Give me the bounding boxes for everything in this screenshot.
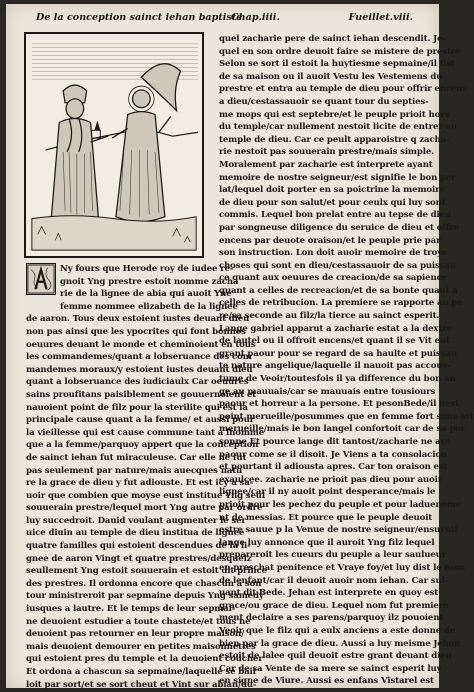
text-line: quel en son ordre deuoit faire se mistere de prestre	[219, 46, 461, 57]
text-line: tume de Veoir/toutesfois il ya difference du bon an	[219, 374, 456, 385]
book-page	[6, 4, 474, 690]
chapter-number: Chap.iiii.	[231, 12, 280, 23]
text-line: prestre et entra au temple de dieu pour offrir encens	[219, 84, 468, 95]
text-line: souuerain prestre/lequel mort Yng autre par ordre	[26, 503, 263, 514]
text-line: ment declaire a ses parens/parquoy ilz pouoient	[219, 613, 444, 624]
text-line: celles de retribucion. La premiere se rapporte au pe	[219, 298, 463, 309]
text-line: bien par la grace de dieu. Aussi a luy meisme Jehan	[219, 638, 461, 649]
text-line: re la grace de dieu y fut adiouste. Et est icy a sa-	[26, 478, 254, 489]
text-line: quatre familles qui estoient descendues de la li-	[26, 541, 251, 552]
text-line: point merueille/posummes que en femme fort sans ert	[219, 411, 474, 422]
text-line: les commandemes/quant a lobseruance des com	[26, 352, 252, 363]
text-line: sains proufitans paisiblement se gouuernoient et	[26, 389, 256, 400]
text-line: commis. Lequel bon prelat entre au tepse de dieu	[219, 210, 451, 221]
text-line: prepareroit les cueurs du peuple a leur saulueur	[219, 550, 447, 561]
annunciation-woodcut-icon	[26, 34, 202, 256]
text-line: grace/ou grace de dieu. Lequel nom fut premiere	[219, 600, 449, 611]
text-line: iusques a lautre. Et le temps de leur sepmai-	[26, 604, 236, 615]
text-line: luy succedroit. Dauid voulant augmenter le ser	[26, 515, 246, 526]
text-line: encens par deuote oraison/et le peuple prie par	[219, 235, 441, 246]
text-line: mandemes moraux/y estoient iustes deuant dieu	[26, 364, 253, 375]
text-line: nauoient point de filz pour la sterilite qui est la	[26, 402, 248, 413]
text-line: par songneuse diligence du seruice de dieu et offre	[219, 222, 460, 233]
text-line: seullement Yng estoit souuerain et estoit dit prince	[26, 566, 267, 577]
text-line: gnee de aaron Vingt et quatre prestres/desquelz	[26, 553, 252, 564]
left-text-column	[26, 263, 267, 691]
text-line: uoir que combien que moyse eust institue Yng seul	[26, 490, 265, 501]
text-line: lange luy annonce que il auroit Yng filz lequel	[219, 537, 435, 548]
text-line: en preschat penitence et Vraye foy/et luy dist le nom	[219, 562, 465, 573]
text-line: memoire de nostre seigneur/est signifie le bon per	[219, 172, 456, 183]
text-line: me mops qui est septebre/et le peuple prioit hors	[219, 109, 450, 120]
text-line: lignee/car il ny auoit point desperance/mais le	[219, 487, 436, 498]
text-line: re/sa seconde au filz/la tierce au sainct esperit.	[219, 311, 440, 322]
text-line: femme nommee elizabeth de la lignee	[60, 301, 238, 312]
text-line: Lange gabriel apparut a zacharie estat a la dextre	[219, 323, 452, 334]
text-line: grant paour pour se regard de sa haulte et puissan	[219, 348, 457, 359]
folio-number: Fueillet.viii.	[348, 12, 413, 23]
text-line: ge au mauuais/car se mauuais entre tousiours	[219, 386, 436, 397]
text-line: ne deuoient estudier a toute chastete/et tous ne	[26, 616, 251, 627]
text-line: principale cause quant a la femme/ et aussi pour	[26, 415, 255, 426]
text-line: rie de la lignee de abia qui auoit Yne	[60, 289, 232, 300]
text-line: gnoit Yng prestre estoit nomme zacha	[60, 276, 239, 287]
text-line: merueille/mais le bon langel confortoit car de sa per	[219, 424, 465, 435]
text-line: a dieu/cestassauoir se quant tour du septies-	[219, 96, 429, 107]
text-line: quant a lobseruance des iudiciaulx Car oeuures	[26, 377, 249, 388]
text-line: quant a celles de recreacion/et de sa bonte quant a	[219, 285, 458, 296]
text-line: et pourtant il adiousta apres. Car ton oraison est	[219, 462, 448, 473]
text-line: tour ministreroit par sepmaine depuis Yng samedy	[26, 591, 264, 602]
text-line: mais deuoient demourer en petites maisonnettes	[26, 641, 256, 652]
text-line: lat/lequel doit porter en sa poictrine la memoire	[219, 185, 445, 196]
text-line: de aaron. Tous deux estoient iustes deuant dieu	[26, 314, 250, 325]
text-line: Ny fours que Herode roy de iudee re-	[60, 264, 234, 274]
text-line: de lenfant/car il deuoit auoir nom iehan. Car sui-	[219, 575, 449, 586]
text-line: Car de sa Vente de sa mere se sainct esperit luy	[219, 663, 442, 674]
text-line: quel zacharie pere de sainct iehan descendit. Je-	[219, 34, 446, 44]
text-line: paour et horreur a la persone. Et pesonBede/il nest	[219, 399, 459, 410]
text-line: Selon se sort il estoit la huytiesme sepmaine/il fist	[219, 59, 455, 70]
text-line: de sainct iehan fut miraculeuse. Car elle ne fut	[26, 452, 247, 463]
text-line: oeuures deuant le monde et cheminoient en tous	[26, 339, 256, 350]
text-line: paour come se il disoit. Je Viens a ta consolacion	[219, 449, 448, 460]
text-line: temple de dieu. Car ce peult apparoistre q zacha-	[219, 134, 450, 145]
text-line: ce quant aux oeuures de creacion/de sa sapience	[219, 273, 447, 284]
text-line: deuoient pas retourner en leur propre maison/	[26, 629, 245, 640]
text-line: uice diuin au temple de dieu institua de lignee	[26, 528, 245, 539]
text-line: de lautel ou il offroit encens/et quant il se Vit eut	[219, 336, 450, 347]
chapter-title: De la conception sainct iehan baptiste	[36, 12, 243, 23]
text-line: que a la femme/parquoy appert que la conception	[26, 440, 259, 451]
text-line: nt de messias. Et pource que le peuple deuoit	[219, 512, 433, 523]
text-line: de dieu pour son salut/et pour ceulx qui luy sont	[219, 197, 446, 208]
text-line: de sa maison ou il auoit Vestu les Vestemens du	[219, 71, 443, 82]
text-line: choses qui sont en dieu/cestassauoir de sa puissan	[219, 260, 456, 271]
woodcut-illustration	[24, 32, 204, 258]
text-line: en signe de Viure. Aussi es enfans Vistarel est	[219, 676, 434, 687]
running-head	[36, 12, 413, 26]
text-line: qui estoient pres du temple et la deuoient coucher	[26, 654, 263, 665]
right-text-column	[219, 33, 474, 688]
text-line: son instruction. Lon doit auoir memoire de troys	[219, 248, 447, 259]
text-line: rie nestoit pas souuerain prestre/mais simple.	[219, 147, 435, 158]
text-line: estoit de lalee quil deuoit estre grant deuant dieu	[219, 651, 452, 662]
text-line: pas seulement par nature/mais auecques natu	[26, 465, 243, 476]
text-line: prioit pour les pechez du peuple et pour ladueneme	[219, 499, 462, 510]
text-line: la vieillesse qui est cause commune tant a lhomme	[26, 427, 265, 438]
text-line: te nature angelique/laquelle il nauoit pas accous-	[219, 361, 451, 372]
text-line: exaulcee. zacharie ne prioit pas dieu pour auoir	[219, 474, 443, 485]
text-line: des prestres. Il ordonna encore que chascun a son	[26, 578, 262, 589]
text-line: uant dit Bede. Jehan est interprete en quoy est	[219, 588, 439, 599]
text-line: loit par sort/et se sort cheut et Vint sur abian/du-	[26, 679, 257, 690]
text-line: du temple/car nullement nestoit licite de entrer au	[219, 122, 458, 133]
text-line: estre sauue p la Venue de nostre seigneur/ensuyuit	[219, 525, 458, 536]
text-line: non pas ainsi que les ypocrites qui font bonnes	[26, 326, 246, 337]
text-line: Veoir que le filz qui a eulx anciens a este donne de	[219, 625, 456, 636]
text-line: Moralement par zacharie est interprete ayant	[219, 159, 433, 170]
text-line: Et ordona a chascun sa sepmaine/laquelle se bail	[26, 667, 256, 677]
text-line: sonne Et pource lange dit tantost/zacharie ne aye	[219, 437, 451, 447]
